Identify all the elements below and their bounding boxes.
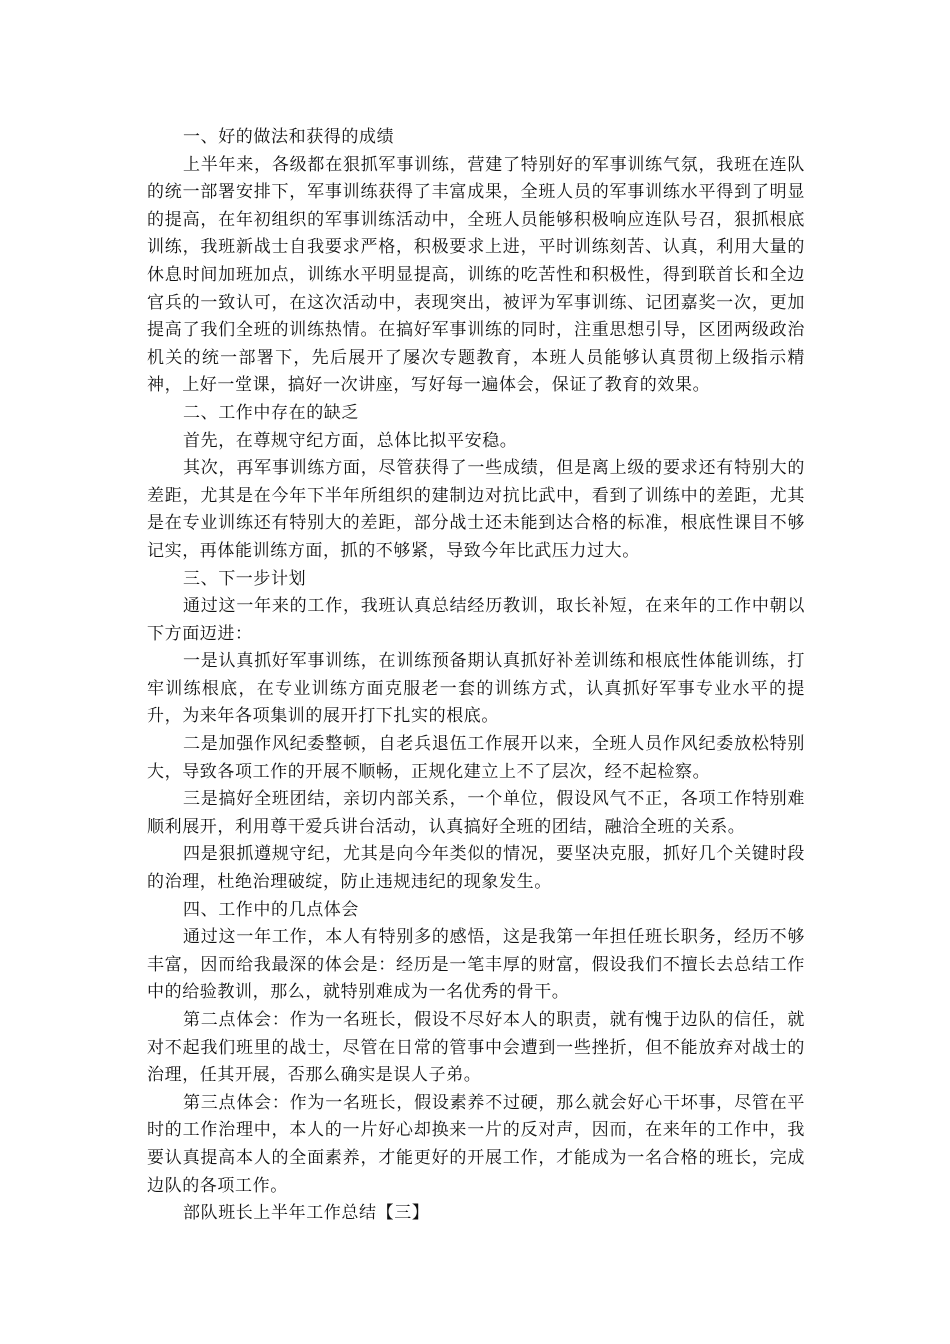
document-body <box>147 124 805 1228</box>
section-heading-shortcomings: 二、工作中存在的缺乏 <box>183 402 359 423</box>
paragraph-plan-item-3: 三是搞好全班团结，亲切内部关系，一个单位，假设风气不正，各项工作特别难顺利展开，利用尊干爱兵讲台活动，认真搞好全班的团结，融洽全班的关系。 <box>147 789 805 837</box>
next-document-title: 部队班长上半年工作总结【三】 <box>183 1203 430 1224</box>
paragraph-reflection-2: 第二点体会：作为一名班长，假设不尽好本人的职责，就有愧于边队的信任，就对不起我们班里的战士，尽管在日常的管事中会遭到一些挫折，但不能放弃对战士的治理，任其开展，否那么确实是误人子弟。 <box>147 1010 805 1086</box>
section-heading-next-plan: 三、下一步计划 <box>183 568 307 589</box>
paragraph-discipline: 首先，在尊规守纪方面，总体比拟平安稳。 <box>183 430 518 451</box>
paragraph-reflection-3: 第三点体会：作为一名班长，假设素养不过硬，那么就会好心干坏事，尽管在平时的工作治理中，本人的一片好心却换来一片的反对声，因而，在来年的工作中，我要认真提高本人的全面素养，才能更好的开展工作，才能成为一名合格的班长，完成边队的各项工作。 <box>147 1092 805 1196</box>
paragraph-training-gap: 其次，再军事训练方面，尽管获得了一些成绩，但是离上级的要求还有特别大的差距，尤其是在今年下半年所组织的建制边对抗比武中，看到了训练中的差距，尤其是在专业训练还有特别大的差距，部分战士还未能到达合格的标准，根底性课目不够记实，再体能训练方面，抓的不够紧，导致今年比武压力过大。 <box>147 458 805 561</box>
paragraph-plan-item-4: 四是狠抓遵规守纪，尤其是向今年类似的情况，要坚决克服，抓好几个关键时段的治理，杜绝治理破绽，防止违规违纪的现象发生。 <box>147 844 805 893</box>
section-heading-achievements: 一、好的做法和获得的成绩 <box>183 127 395 147</box>
paragraph-plan-item-2: 二是加强作风纪委整顿，自老兵退伍工作展开以来，全班人员作风纪委放松特别大，导致各项工作的开展不顺畅，正规化建立上不了层次，经不起检察。 <box>147 734 805 782</box>
paragraph-plan-item-1: 一是认真抓好军事训练，在训练预备期认真抓好补差训练和根底性体能训练，打牢训练根底，在专业训练方面克服老一套的训练方式，认真抓好军事专业水平的提升，为来年各项集训的展开打下扎实的根底。 <box>147 651 805 727</box>
section-heading-reflections: 四、工作中的几点体会 <box>183 899 359 920</box>
paragraph-reflection-1: 通过这一年工作，本人有特别多的感悟，这是我第一年担任班长职务，经历不够丰富，因而给我最深的体会是：经历是一笔丰厚的财富，假设我们不擅长去总结工作中的给验教训，那么，就特别难成为一名优秀的骨干。 <box>147 927 805 1003</box>
paragraph-plan-intro: 通过这一年来的工作，我班认真总结经历教训，取长补短，在来年的工作中朝以下方面迈进： <box>147 596 805 644</box>
paragraph-achievements: 上半年来，各级都在狠抓军事训练，营建了特别好的军事训练气氛，我班在连队的统一部署安排下，军事训练获得了丰富成果，全班人员的军事训练水平得到了明显的提高，在年初组织的军事训练活动中，全班人员能够积极响应连队号召，狠抓根底训练，我班新战士自我要求严格，积极要求上进，平时训练刻苦、认真，利用大量的休息时间加班加点，训练水平明显提高，训练的吃苦性和积极性，得到联首长和全边官兵的一致认可，在这次活动中，表现突出，被评为军事训练、记团嘉奖一次，更加提高了我们全班的训练热情。在搞好军事训练的同时，注重思想引导，区团两级政治机关的统一部署下，先后展开了屡次专题教育，本班人员能够认真贯彻上级指示精神，上好一堂课，搞好一次讲座，写好每一遍体会，保证了教育的效果。 <box>147 154 805 396</box>
